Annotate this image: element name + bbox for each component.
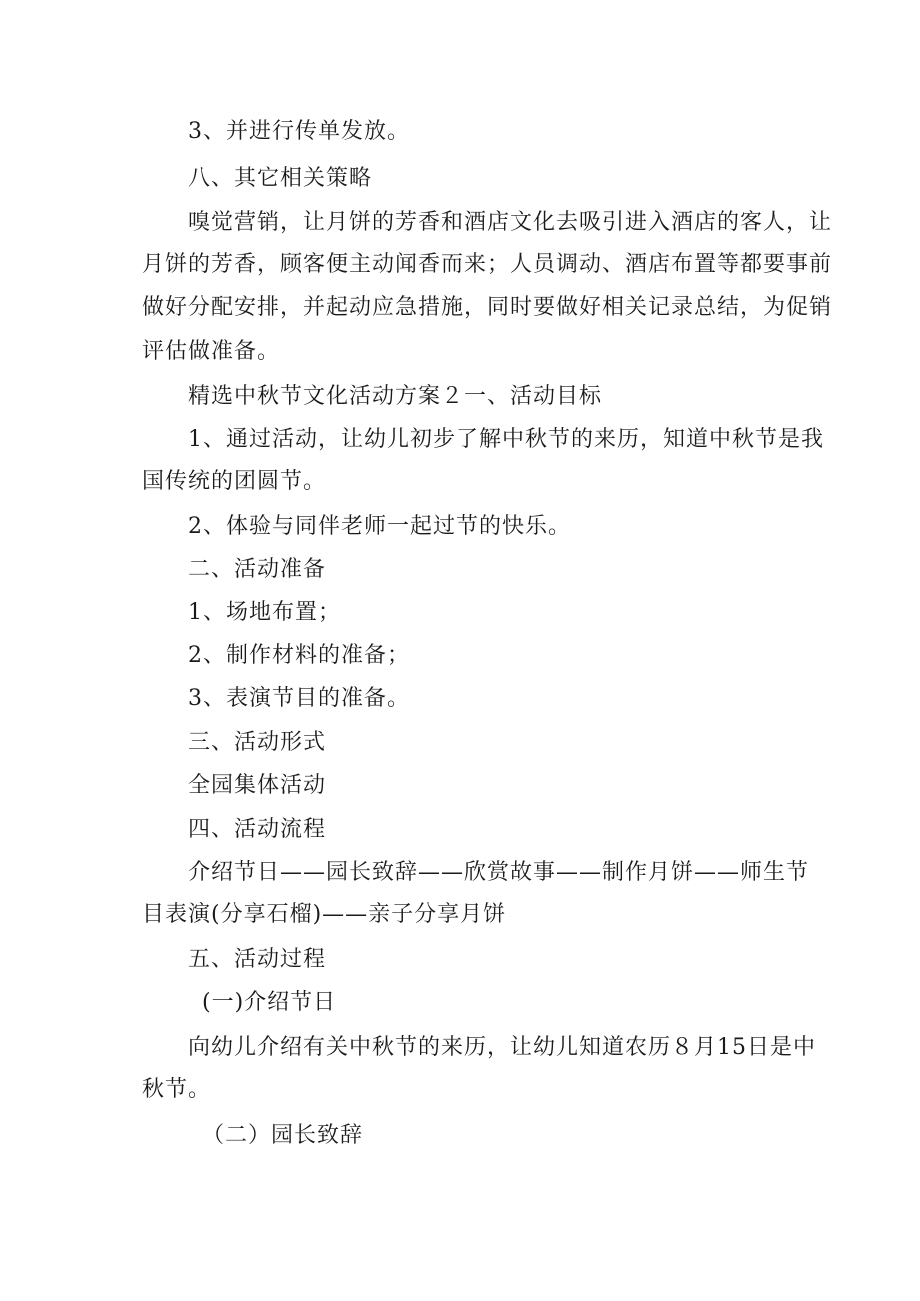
text-line: 3、并进行传单发放。 [188,119,410,144]
text-line: 2、制作材料的准备； [188,643,410,668]
text-line: 评估做准备。 [142,339,281,364]
text-line: 3、表演节目的准备。 [188,686,410,711]
text-line: 目表演(分享石榴)——亲子分享月饼 [142,902,507,927]
subsection-heading: （二）园长致辞 [202,1123,364,1148]
text-line: 全园集体活动 [188,773,327,798]
section-heading: 五、活动过程 [188,947,327,972]
text-line: 秋节。 [142,1077,212,1102]
text-line: 向幼儿介绍有关中秋节的来历，让幼儿知道农历８月15日是中 [188,1035,816,1060]
text-line: 1、场地布置； [188,600,341,625]
section-heading: 三、活动形式 [188,730,327,755]
section-heading: 精选中秋节文化活动方案２一、活动目标 [188,384,603,409]
text-line: 国传统的团圆节。 [142,469,327,494]
text-line: 做好分配安排，并起动应急措施，同时要做好相关记录总结，为促销 [142,295,833,320]
section-heading: 四、活动流程 [188,817,327,842]
text-line: 介绍节日——园长致辞——欣赏故事——制作月饼——师生节 [188,860,810,885]
text-line: 嗅觉营销，让月饼的芳香和酒店文化去吸引进入酒店的客人，让 [188,210,833,235]
section-heading: 二、活动准备 [188,557,327,582]
text-line: 1、通过活动，让幼儿初步了解中秋节的来历，知道中秋节是我 [188,427,824,452]
section-heading: 八、其它相关策略 [188,166,373,191]
text-line: 2、体验与同伴老师一起过节的快乐。 [188,514,571,539]
subsection-heading: (一)介绍节日 [202,990,337,1015]
text-line: 月饼的芳香，顾客便主动闻香而来；人员调动、酒店布置等都要事前 [142,252,833,277]
